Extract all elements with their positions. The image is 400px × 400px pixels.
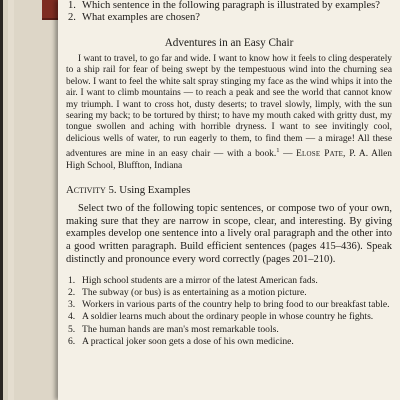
topic-item bbox=[66, 336, 392, 348]
question-number: 1. bbox=[68, 0, 76, 11]
topic-list bbox=[66, 275, 392, 347]
topic-number: 4. bbox=[68, 311, 76, 323]
topic-number: 2. bbox=[68, 287, 76, 299]
essay-source: P. A. Allen High School, Bluffton, Indiana bbox=[66, 149, 392, 171]
footnote-mark: 1 bbox=[276, 147, 280, 155]
topic-text: Workers in various parts of the country help to bring food to our breakfast table. bbox=[82, 299, 390, 311]
topic-item bbox=[66, 275, 392, 287]
activity-instructions: Select two of the following topic sentences, or compose two of your own, making sure that they are narrow in scope, clear, and interesting. By giving examples develop one sentence into a lively oral paragraph and the other into a good written paragraph. Build efficient sentences (pages 415–436). Speak distinctly and pronounce every word correctly (pages 201–210). bbox=[66, 203, 392, 265]
topic-item bbox=[66, 287, 392, 299]
question-list bbox=[66, 0, 392, 24]
page-content bbox=[66, 0, 392, 348]
question-item bbox=[66, 0, 392, 12]
topic-number: 5. bbox=[68, 323, 76, 335]
question-item bbox=[66, 12, 392, 24]
topic-text: A soldier learns much about the ordinary people in whose country he fights. bbox=[82, 311, 374, 323]
topic-item bbox=[66, 311, 392, 323]
question-number: 2. bbox=[68, 12, 76, 23]
activity-label: Activity 5. bbox=[66, 184, 117, 197]
topic-text: The human hands are man's most remarkable tools. bbox=[82, 323, 279, 335]
question-text: What examples are chosen? bbox=[82, 12, 200, 23]
topic-item bbox=[66, 324, 392, 336]
activity-heading bbox=[66, 184, 392, 196]
topic-text: High school students are a mirror of the latest American fads. bbox=[82, 275, 318, 287]
essay-title: Adventures in an Easy Chair bbox=[164, 37, 294, 49]
topic-number: 1. bbox=[68, 275, 76, 287]
topic-number: 6. bbox=[68, 335, 76, 347]
question-text: Which sentence in the following paragraph is illustrated by examples? bbox=[82, 0, 381, 11]
topic-text: A practical joker soon gets a dose of his own medicine. bbox=[82, 335, 294, 347]
essay-body: I want to travel, to go far and wide. I want to know how it feels to cling desperately to a ship rail for fear of being swept by the tempestuous wind into the churning sea below. I want to feel the white salt spray stinging my face as the wind whips it into the air. I want to climb mountains — to reach a peak and see the world that cannot know my triumph. I want to cross hot, dusty deserts; to travel slowly, limply, with the sun searing my back; to be tortured by thirst; to have my mouth caked with gritty dust, my tongue swollen and aching with horrible dryness. I want to see invitingly cool, delicious wells of water, to run eagerly to them, to find them — a mirage! All these adventures are mine in an easy chair — with a book. bbox=[66, 54, 392, 160]
activity-title: Using Examples bbox=[119, 184, 191, 197]
essay-paragraph: I want to travel, to go far and wide. I want to know how it feels to cling desperately to a ship rail for fear of being swept by the tempestuous wind into the churning sea below. I want to feel the white salt spray stinging my face as the wind whips it into the air. I want to climb mountains — to reach a peak and see the world that cannot know my triumph. I want to cross hot, dusty deserts; to travel slowly, limply, with the sun searing my back; to be tortured by thirst; to have my mouth caked with gritty dust, my tongue swollen and aching with horrible dryness. I want to see invitingly cool, delicious wells of water, to run eagerly to them, to find them — a mirage! All these adventures are mine in an easy chair — with a book.$^1$ — Elose Pate, P. A. Allen High School, Bluffton, Indiana bbox=[66, 54, 392, 171]
topic-number: 3. bbox=[68, 299, 76, 311]
topic-item bbox=[66, 299, 392, 311]
topic-text: The subway (or bus) is as entertaining as a motion picture. bbox=[82, 287, 307, 299]
essay-author: Elose Pate, bbox=[296, 149, 346, 160]
